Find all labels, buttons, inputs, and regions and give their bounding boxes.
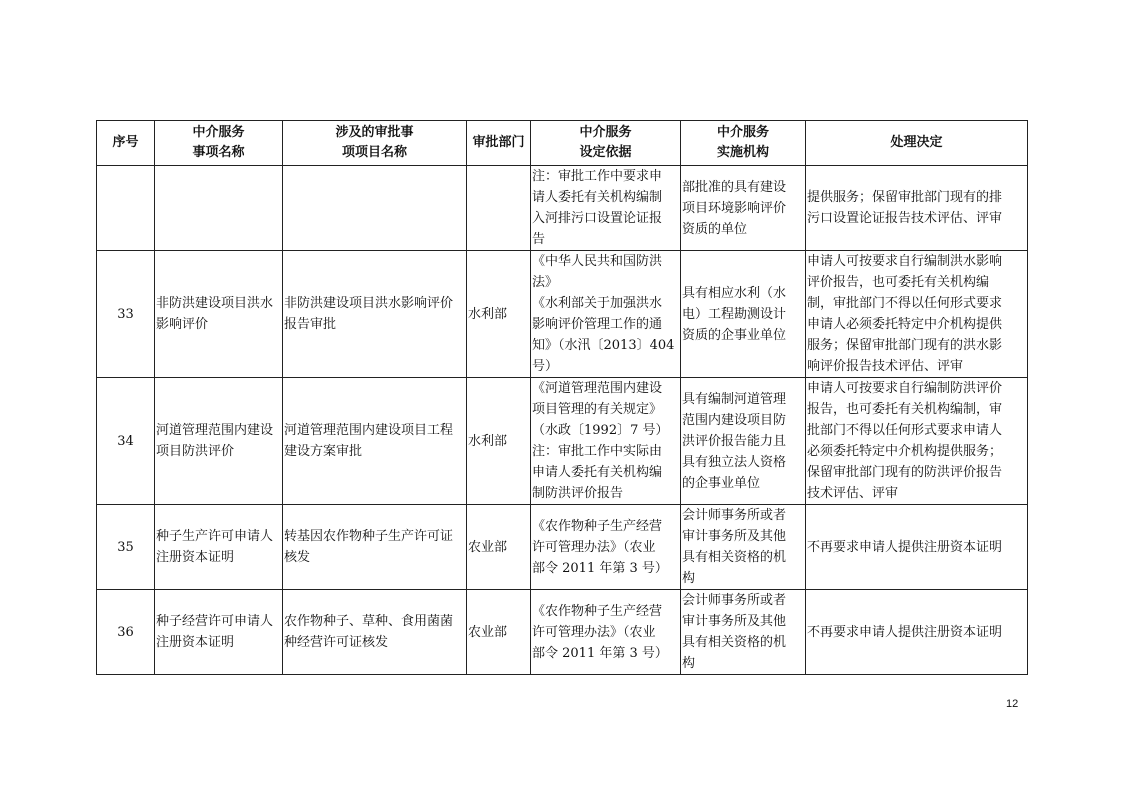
table-header-row [97,121,1028,166]
header-basis: 中介服务 设定依据 [531,121,681,166]
row-basis: 《农作物种子生产经营 许可管理办法》（农业 部令 2011 年第 3 号） [531,505,681,590]
document-page [96,120,1027,675]
row-institution: 具有相应水利（水 电）工程勘测设计 资质的企事业单位 [681,251,806,378]
row-approval-item: 非防洪建设项目洪水影响评价 报告审批 [283,251,467,378]
row-department [467,166,531,251]
page-number: 12 [1006,698,1019,710]
header-decision: 处理决定 [806,121,1028,166]
intermediary-services-table [96,120,1028,675]
row-institution: 会计师事务所或者 审计事务所及其他 具有相关资格的机 构 [681,590,806,675]
header-number: 序号 [97,121,155,166]
row-institution: 部批准的具有建设 项目环境影响评价 资质的单位 [681,166,806,251]
row-decision: 不再要求申请人提供注册资本证明 [806,590,1028,675]
row-number [97,166,155,251]
row-department: 水利部 [467,378,531,505]
table-row-continuation [97,166,1028,251]
row-basis: 《农作物种子生产经营 许可管理办法》（农业 部令 2011 年第 3 号） [531,590,681,675]
row-decision: 申请人可按要求自行编制洪水影响 评价报告，也可委托有关机构编 制，审批部门不得以任何形式要求 申请人必须委托特定中介机构提供 服务；保留审批部门现有的洪水影 响评价报告技术评估、评审 [806,251,1028,378]
row-number: 36 [97,590,155,675]
table-row [97,251,1028,378]
row-basis: 《中华人民共和国防洪 法》 《水利部关于加强洪水 影响评价管理工作的通 知》（水汛〔2013〕404 号） [531,251,681,378]
row-decision: 申请人可按要求自行编制防洪评价 报告，也可委托有关机构编制，审 批部门不得以任何形式要求申请人 必须委托特定中介机构提供服务； 保留审批部门现有的防洪评价报告 技术评估、评审 [806,378,1028,505]
table-row [97,590,1028,675]
row-decision: 不再要求申请人提供注册资本证明 [806,505,1028,590]
row-approval-item: 农作物种子、草种、食用菌菌 种经营许可证核发 [283,590,467,675]
row-number: 34 [97,378,155,505]
row-approval-item: 河道管理范围内建设项目工程 建设方案审批 [283,378,467,505]
header-department: 审批部门 [467,121,531,166]
row-department: 水利部 [467,251,531,378]
row-institution: 具有编制河道管理 范围内建设项目防 洪评价报告能力且 具有独立法人资格 的企事业单位 [681,378,806,505]
row-service-name: 种子生产许可申请人 注册资本证明 [155,505,283,590]
row-number: 35 [97,505,155,590]
row-department: 农业部 [467,505,531,590]
row-approval-item [283,166,467,251]
row-service-name: 种子经营许可申请人 注册资本证明 [155,590,283,675]
row-number: 33 [97,251,155,378]
table-row [97,378,1028,505]
row-basis: 《河道管理范围内建设 项目管理的有关规定》 （水政〔1992〕7 号） 注：审批工作中实际由 申请人委托有关机构编 制防洪评价报告 [531,378,681,505]
row-service-name [155,166,283,251]
row-service-name: 非防洪建设项目洪水 影响评价 [155,251,283,378]
row-basis: 注：审批工作中要求申 请人委托有关机构编制 入河排污口设置论证报 告 [531,166,681,251]
row-approval-item: 转基因农作物种子生产许可证 核发 [283,505,467,590]
header-service-name: 中介服务 事项名称 [155,121,283,166]
row-service-name: 河道管理范围内建设 项目防洪评价 [155,378,283,505]
row-decision: 提供服务；保留审批部门现有的排 污口设置论证报告技术评估、评审 [806,166,1028,251]
table-row [97,505,1028,590]
row-department: 农业部 [467,590,531,675]
header-institution: 中介服务 实施机构 [681,121,806,166]
header-approval-item: 涉及的审批事 项项目名称 [283,121,467,166]
row-institution: 会计师事务所或者 审计事务所及其他 具有相关资格的机 构 [681,505,806,590]
